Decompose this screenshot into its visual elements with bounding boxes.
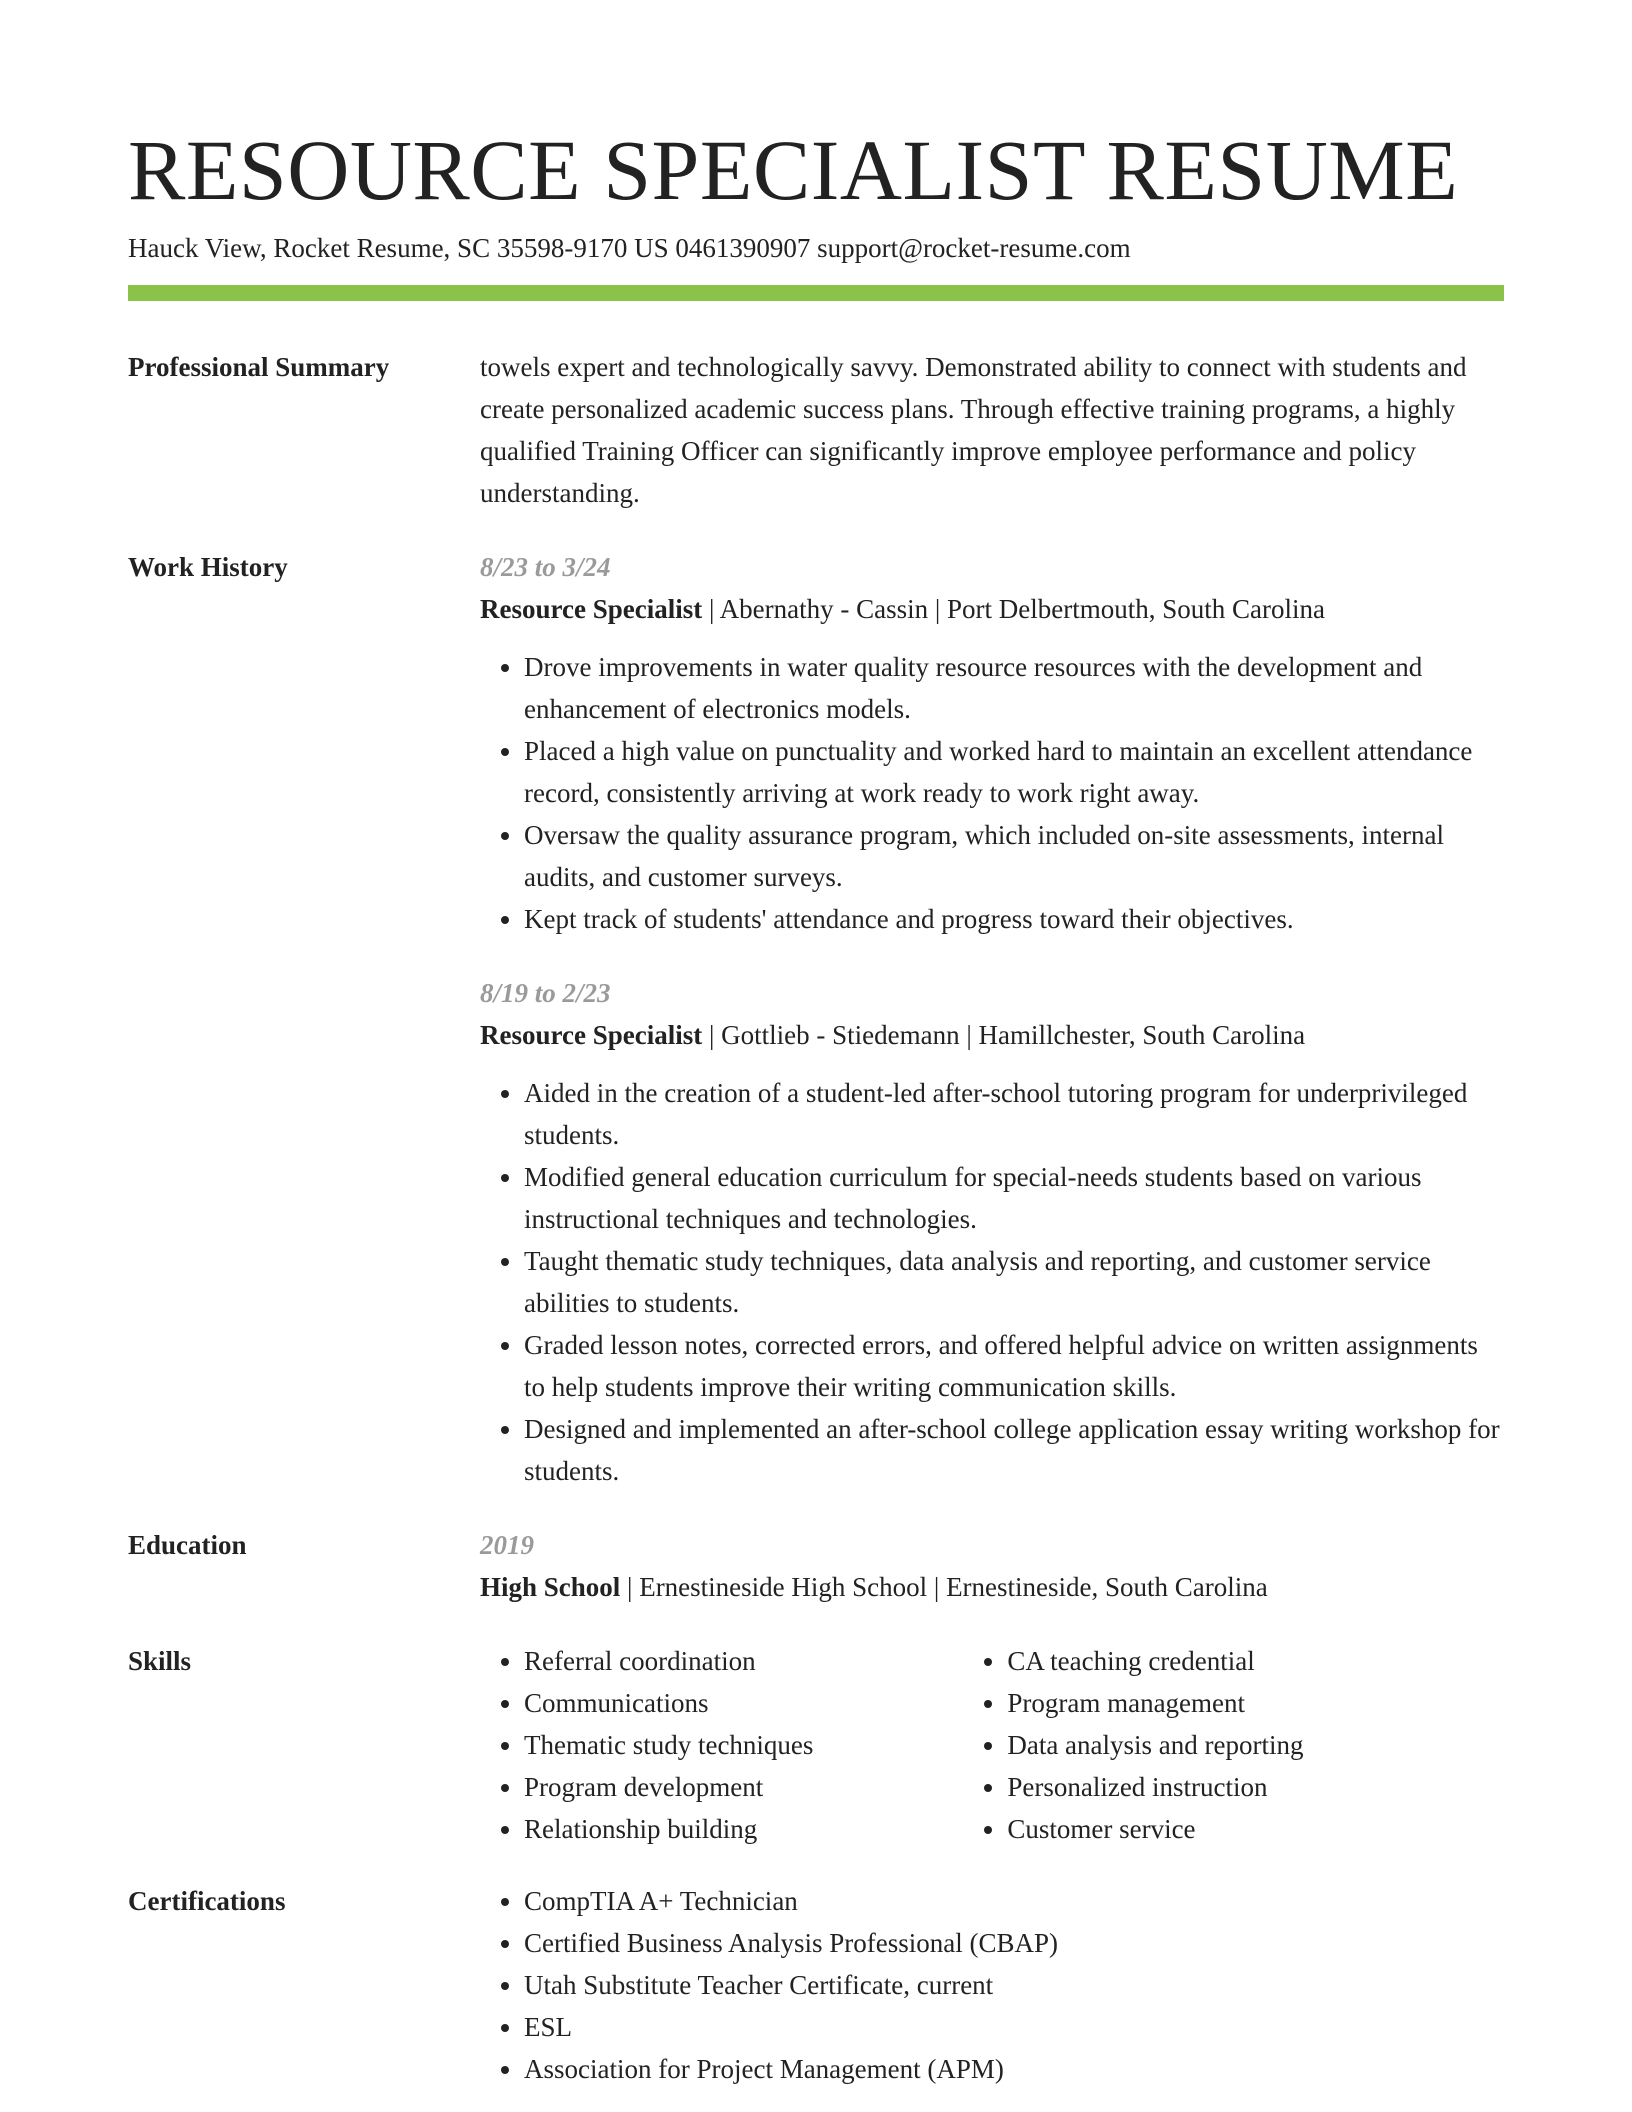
certification-item: • Certified Business Analysis Professional (CBAP) bbox=[524, 1922, 1504, 1964]
job-title: Resource Specialist bbox=[480, 594, 703, 624]
job-heading bbox=[480, 588, 1504, 630]
certification-item: • CompTIA A+ Technician bbox=[524, 1880, 1504, 1922]
skills-list-left bbox=[480, 1640, 963, 1850]
skills-list-right bbox=[963, 1640, 1504, 1850]
education-date: 2019 bbox=[480, 1530, 534, 1560]
resume-title: RESOURCE SPECIALIST RESUME bbox=[128, 122, 1459, 218]
education-body bbox=[480, 1524, 1504, 1608]
summary-label: Professional Summary bbox=[128, 352, 390, 382]
skill-item: • CA teaching credential bbox=[1007, 1640, 1504, 1682]
contact-line: Hauck View, Rocket Resume, SC 35598-9170 US 0461390907 support@rocket-resume.com bbox=[128, 233, 1131, 263]
job-details: | Gottlieb - Stiedemann | Hamillchester, South Carolina bbox=[702, 1020, 1306, 1050]
job-details: | Abernathy - Cassin | Port Delbertmouth, South Carolina bbox=[702, 594, 1325, 624]
summary-body bbox=[480, 346, 1504, 514]
job-entry bbox=[480, 972, 1504, 1492]
skill-item: • Personalized instruction bbox=[1007, 1766, 1504, 1808]
job-bullet: • Modified general education curriculum for special-needs students based on various instructional techniques and technologies. bbox=[524, 1156, 1504, 1240]
job-bullets bbox=[480, 646, 1504, 940]
skills-body bbox=[480, 1640, 1504, 1850]
skill-item: • Data analysis and reporting bbox=[1007, 1724, 1504, 1766]
job-bullet: • Kept track of students' attendance and progress toward their objectives. bbox=[524, 898, 1504, 940]
education-details: | Ernestineside High School | Ernestineside, South Carolina bbox=[620, 1572, 1268, 1602]
work-history-label: Work History bbox=[128, 552, 288, 582]
job-bullet: • Aided in the creation of a student-led after-school tutoring program for underprivileged students. bbox=[524, 1072, 1504, 1156]
job-bullet: • Placed a high value on punctuality and worked hard to maintain an excellent attendance record, consistently arriving at work ready to work right away. bbox=[524, 730, 1504, 814]
skill-item: • Program development bbox=[524, 1766, 963, 1808]
skill-item: • Communications bbox=[524, 1682, 963, 1724]
skill-item: • Relationship building bbox=[524, 1808, 963, 1850]
job-bullet: • Taught thematic study techniques, data analysis and reporting, and customer service abilities to students. bbox=[524, 1240, 1504, 1324]
skills-columns bbox=[480, 1640, 1504, 1850]
job-bullet: • Drove improvements in water quality resource resources with the development and enhancement of electronics models. bbox=[524, 646, 1504, 730]
education-label: Education bbox=[128, 1530, 247, 1560]
summary-text: towels expert and technologically savvy. Demonstrated ability to connect with students and create personalized academic success plans. Through effective training programs, a highly qualified Training Officer can significantly improve employee performance and policy understanding. bbox=[480, 352, 1467, 508]
education-heading bbox=[480, 1566, 1504, 1608]
job-bullet: • Graded lesson notes, corrected errors, and offered helpful advice on written assignments to help students improve their writing communication skills. bbox=[524, 1324, 1504, 1408]
work-history-body bbox=[480, 546, 1504, 1492]
skill-item: • Thematic study techniques bbox=[524, 1724, 963, 1766]
skills-label: Skills bbox=[128, 1646, 192, 1676]
certifications-list bbox=[480, 1880, 1504, 2090]
job-bullets bbox=[480, 1072, 1504, 1492]
job-bullet: • Oversaw the quality assurance program, which included on-site assessments, internal audits, and customer surveys. bbox=[524, 814, 1504, 898]
job-title: Resource Specialist bbox=[480, 1020, 703, 1050]
job-heading bbox=[480, 1014, 1504, 1056]
skill-item: • Referral coordination bbox=[524, 1640, 963, 1682]
job-bullet: • Designed and implemented an after-school college application essay writing workshop for students. bbox=[524, 1408, 1504, 1492]
job-dates: 8/23 to 3/24 bbox=[480, 552, 611, 582]
certification-item: • ESL bbox=[524, 2006, 1504, 2048]
certifications-body bbox=[480, 1880, 1504, 2090]
certifications-label: Certifications bbox=[128, 1886, 286, 1916]
job-entry bbox=[480, 546, 1504, 940]
skill-item: • Customer service bbox=[1007, 1808, 1504, 1850]
education-degree: High School bbox=[480, 1572, 621, 1602]
accent-divider bbox=[128, 285, 1504, 301]
certification-item: • Association for Project Management (APM) bbox=[524, 2048, 1504, 2090]
job-dates: 8/19 to 2/23 bbox=[480, 978, 611, 1008]
certification-item: • Utah Substitute Teacher Certificate, current bbox=[524, 1964, 1504, 2006]
skill-item: • Program management bbox=[1007, 1682, 1504, 1724]
